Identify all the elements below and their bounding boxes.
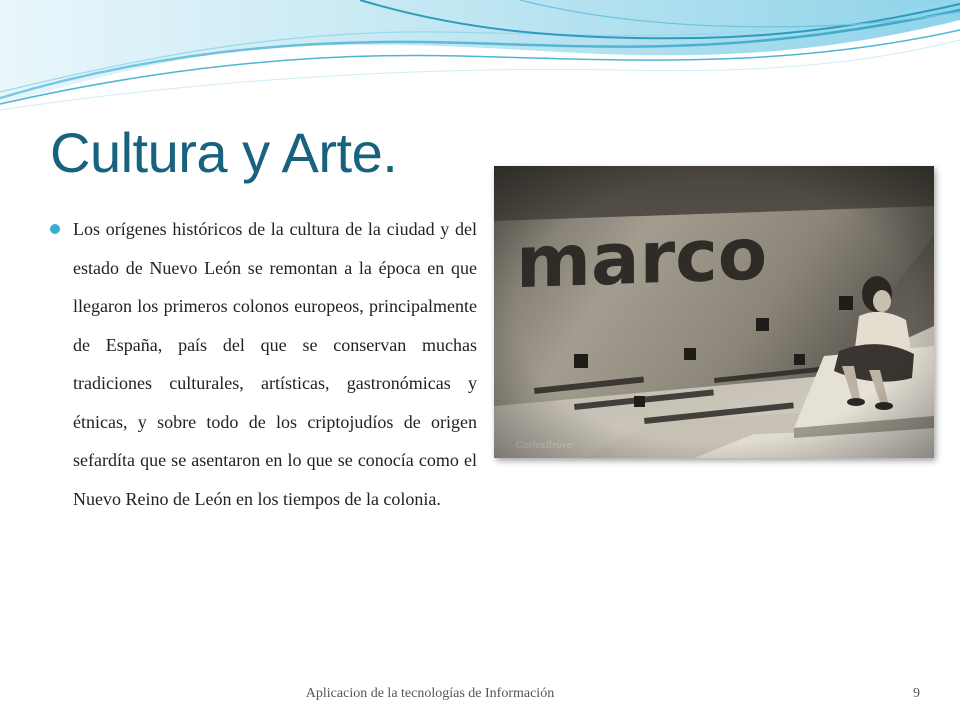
header-wave-decoration (0, 0, 960, 130)
slide-title: Cultura y Arte. (50, 121, 398, 184)
footer-text: Aplicacion de la tecnologías de Información (305, 686, 555, 701)
page-number: 9 (913, 686, 920, 701)
body-paragraph: Los orígenes históricos de la cultura de la ciudad y del estado de Nuevo León se remontan a la época en que llegaron los primeros colonos europeos, principalmente de España, país del que se conservan muchas tradiciones culturales, artísticas, gastronómicas y étnicas, y sobre todo de los criptojudíos de origen sefardíta que se asentaron en lo que se conocía como el Nuevo Reino de León en los tiempos de la colonia. (73, 219, 477, 509)
photo (494, 166, 934, 458)
museum-photo (494, 166, 934, 458)
bullet-icon (50, 224, 60, 234)
